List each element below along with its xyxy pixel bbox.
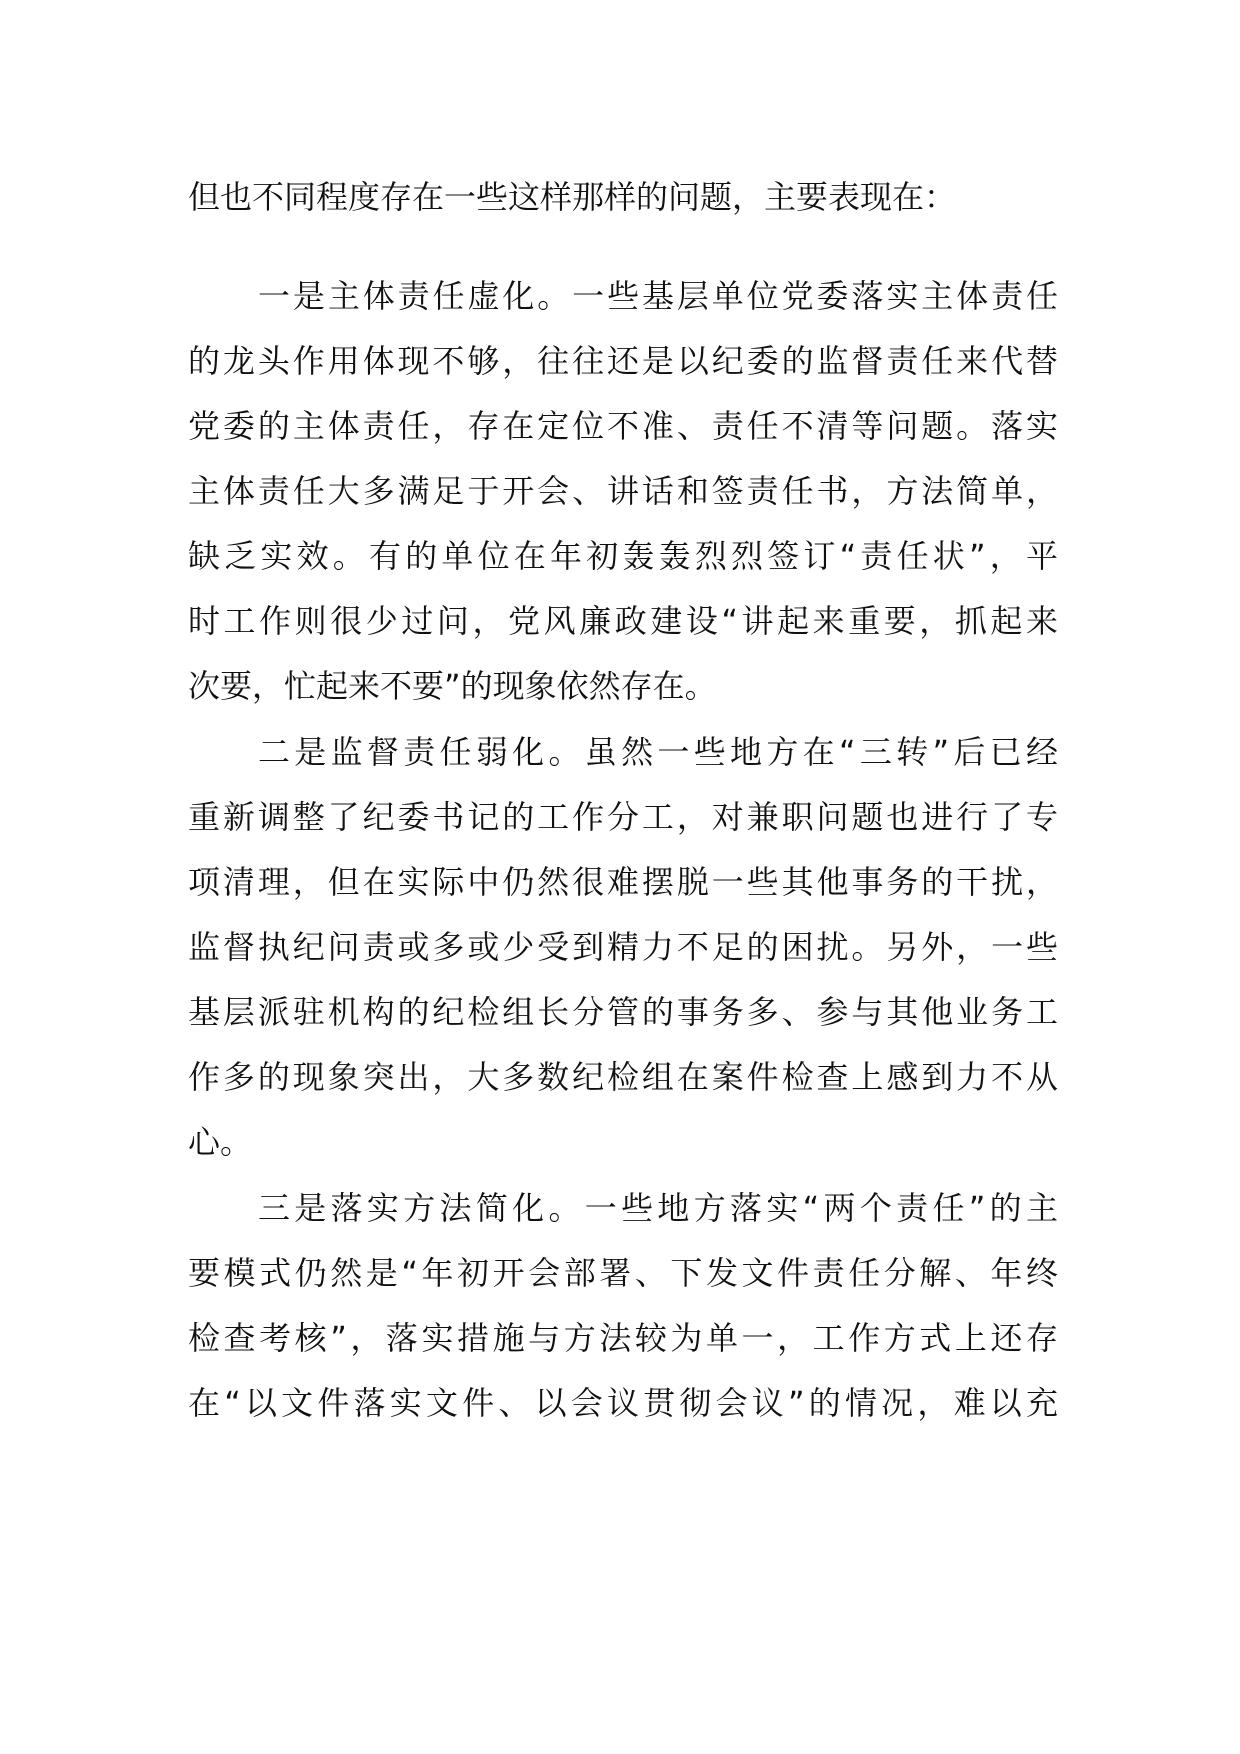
text-line: 监督执纪问责或多或少受到精力不足的困扰。另外，一些	[188, 928, 1058, 966]
text-line: 缺乏实效。有的单位在年初轰轰烈烈签订“责任状”，平	[188, 537, 1058, 575]
text-line: 作多的现象突出，大多数纪检组在案件检查上感到力不从	[188, 1058, 1058, 1096]
text-line: 党委的主体责任，存在定位不准、责任不清等问题。落实	[188, 407, 1058, 445]
text-line: 重新调整了纪委书记的工作分工，对兼职问题也进行了专	[188, 798, 1058, 836]
text-line: 要模式仍然是“年初开会部署、下发文件责任分解、年终	[188, 1254, 1058, 1292]
text-line: 但也不同程度存在一些这样那样的问题，主要表现在：	[188, 178, 957, 216]
paragraph-subject-responsibility	[188, 264, 1058, 719]
text-line: 时工作则很少过问，党风廉政建设“讲起来重要，抓起来	[188, 602, 1058, 640]
text-line: 一是主体责任虚化。一些基层单位党委落实主体责任	[258, 277, 1058, 315]
paragraph-implementation-method	[188, 1176, 1058, 1436]
text-line: 检查考核”，落实措施与方法较为单一，工作方式上还存	[188, 1319, 1058, 1357]
intro-paragraph	[188, 165, 1058, 230]
text-line: 在“以文件落实文件、以会议贯彻会议”的情况，难以充	[188, 1384, 1058, 1422]
paragraph-supervision-responsibility	[188, 720, 1058, 1175]
text-line: 项清理，但在实际中仍然很难摆脱一些其他事务的干扰，	[188, 863, 1058, 901]
text-line: 心。	[188, 1123, 253, 1161]
text-line: 基层派驻机构的纪检组长分管的事务多、参与其他业务工	[188, 993, 1058, 1031]
text-line: 次要，忙起来不要”的现象依然存在。	[188, 667, 717, 705]
text-line: 主体责任大多满足于开会、讲话和签责任书，方法简单，	[188, 472, 1058, 510]
text-line: 二是监督责任弱化。虽然一些地方在“三转”后已经	[258, 733, 1058, 771]
text-line: 的龙头作用体现不够，往往还是以纪委的监督责任来代替	[188, 342, 1058, 380]
text-line: 三是落实方法简化。一些地方落实“两个责任”的主	[258, 1189, 1058, 1227]
